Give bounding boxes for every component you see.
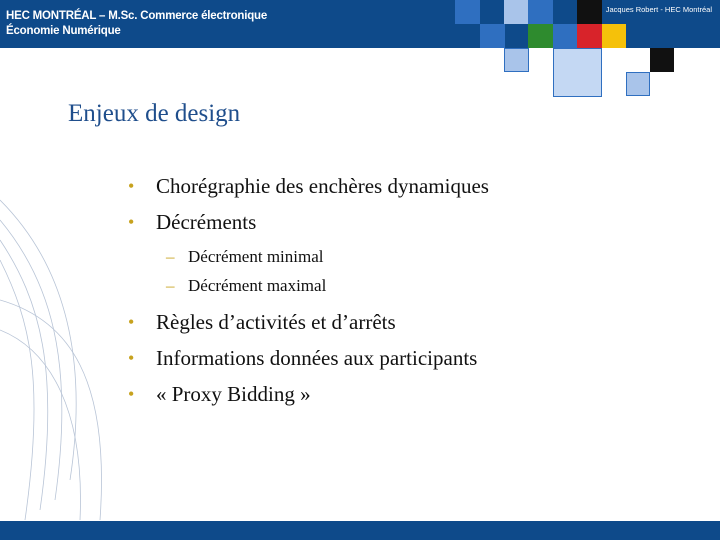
bullet-icon: • <box>128 312 135 332</box>
bullet-icon: • <box>128 384 135 404</box>
decor-square <box>455 0 480 24</box>
bullet-icon: • <box>128 212 135 232</box>
decor-square <box>528 24 553 48</box>
bullet-item <box>128 168 489 204</box>
decorative-arcs <box>0 180 120 520</box>
header-text <box>6 9 267 39</box>
footer-bar <box>0 521 720 540</box>
decor-square <box>650 48 674 72</box>
decor-square <box>504 48 529 72</box>
bullet-text: « Proxy Bidding » <box>156 382 311 406</box>
dash-icon: – <box>166 247 175 266</box>
footer-credit: Jacques Robert - HEC Montréal <box>605 5 712 14</box>
bullet-item <box>128 304 489 340</box>
decor-square <box>577 24 602 48</box>
decor-square <box>626 72 650 96</box>
decor-square <box>553 48 602 97</box>
bullet-icon: • <box>128 176 135 196</box>
decor-square <box>504 0 529 24</box>
bullet-item <box>128 376 489 412</box>
header-course-line: HEC MONTRÉAL – M.Sc. Commerce électronique <box>6 10 268 22</box>
decor-square <box>577 0 602 24</box>
bullet-text: Règles d’activités et d’arrêts <box>156 310 396 334</box>
decor-square <box>553 24 578 48</box>
bullet-icon: • <box>128 348 135 368</box>
bullet-text: Informations données aux participants <box>156 346 478 370</box>
bullet-item <box>128 204 489 240</box>
decor-square <box>528 0 553 24</box>
dash-icon: – <box>166 276 175 295</box>
bullet-text: Chorégraphie des enchères dynamiques <box>156 174 489 198</box>
sub-bullet-text: Décrément minimal <box>188 247 324 266</box>
decor-square <box>480 24 505 48</box>
bullet-text: Décréments <box>156 210 257 234</box>
header-subject-line: Économie Numérique <box>6 25 121 37</box>
bullet-item <box>128 340 489 376</box>
decor-square <box>602 24 626 48</box>
sub-bullet-item <box>128 242 489 271</box>
sub-bullet-item <box>128 271 489 300</box>
slide-title: Enjeux de design <box>68 100 241 127</box>
bullet-list <box>128 168 489 412</box>
sub-bullet-text: Décrément maximal <box>188 276 327 295</box>
